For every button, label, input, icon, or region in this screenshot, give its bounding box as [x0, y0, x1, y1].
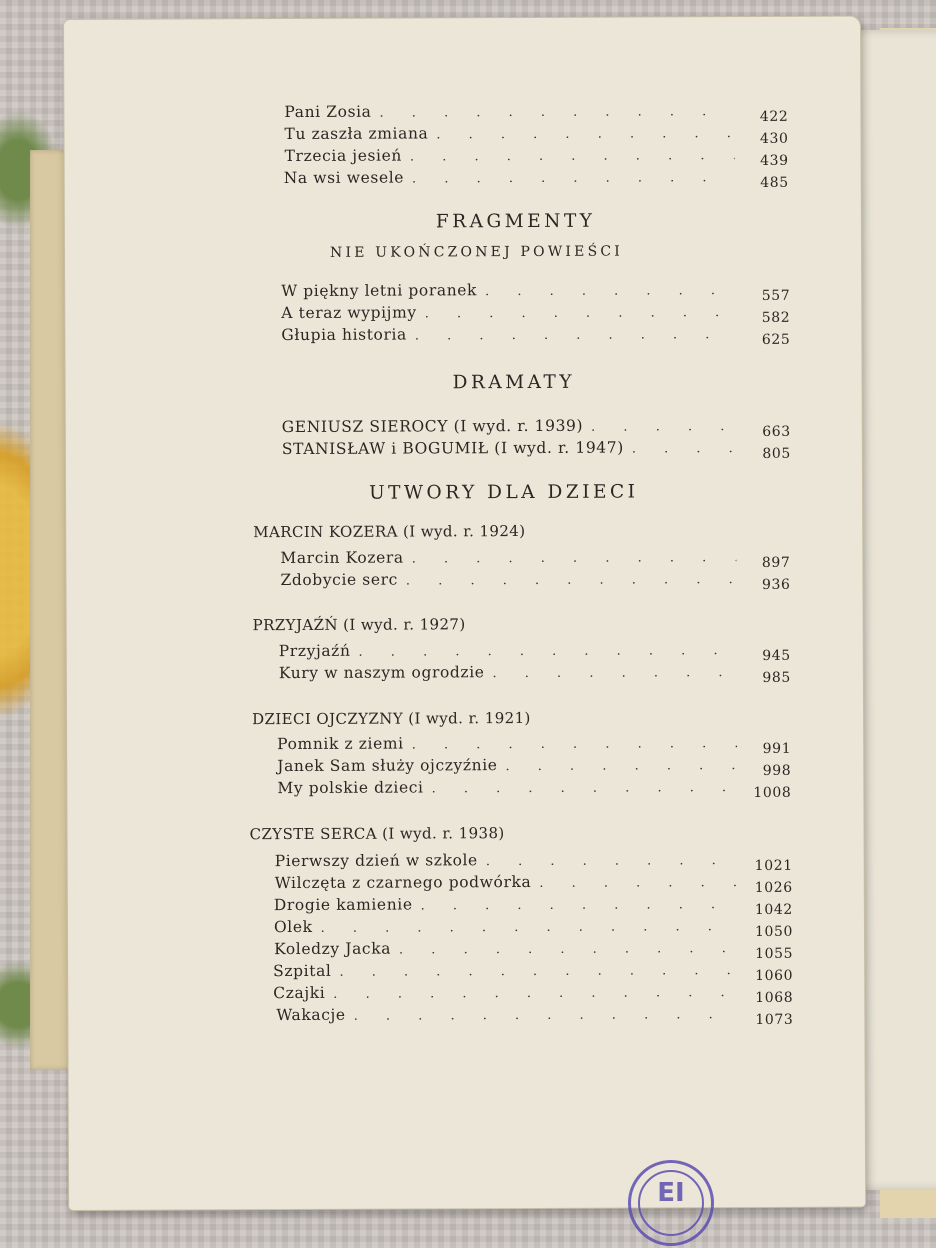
entry-page: 430: [759, 130, 789, 147]
toc-entry: [277, 777, 791, 801]
leader-dots: [486, 853, 739, 869]
toc-entry: [280, 547, 790, 571]
entry-title: Koledzy Jacka: [274, 939, 392, 959]
entry-title: Tu zaszła zmiana: [284, 124, 429, 144]
leader-dots: [412, 550, 737, 566]
entry-page: 1026: [754, 879, 793, 896]
leader-dots: [412, 736, 738, 752]
leader-dots: [410, 148, 735, 164]
stamp-ring: [638, 1170, 704, 1236]
entry-title: Wilczęta z czarnego podwórka: [274, 872, 532, 893]
toc-entry: [275, 850, 793, 874]
leader-dots: [415, 327, 737, 343]
entry-title: My polskie dzieci: [277, 778, 424, 798]
entry-title: Czajki: [273, 983, 326, 1003]
toc-entry: [284, 101, 788, 125]
entry-title: Pani Zosia: [284, 102, 372, 122]
toc-entry: [273, 982, 793, 1006]
leader-dots: [492, 665, 736, 681]
toc-entry: [276, 1004, 793, 1028]
entry-title: GENIUSZ SIEROCY (I wyd. r. 1939): [281, 416, 584, 437]
entry-title: Pierwszy dzień w szkole: [274, 851, 478, 871]
entry-page: 1008: [753, 784, 792, 801]
entry-page: 805: [762, 445, 791, 462]
toc-entry: [285, 145, 789, 169]
entry-page: 985: [762, 669, 791, 686]
stamp-text: EI: [657, 1178, 685, 1208]
toc-entry: [273, 960, 793, 984]
entry-title: Zdobycie serc: [280, 570, 398, 590]
entry-page: 439: [760, 152, 789, 169]
leader-dots: [436, 126, 734, 142]
toc-entry: [277, 733, 791, 757]
table-of-contents: [64, 17, 865, 1210]
entry-title: Wakacje: [276, 1005, 346, 1025]
toc-entry: [282, 416, 791, 440]
leader-dots: [421, 897, 739, 913]
library-stamp: [628, 1160, 714, 1246]
entry-title: Na wsi wesele: [283, 168, 405, 188]
toc-entry: [279, 640, 791, 664]
entry-page: 1021: [754, 857, 793, 874]
book-page: [64, 17, 865, 1210]
entry-page: 1050: [754, 923, 794, 940]
leader-dots: [399, 941, 739, 957]
group-title: CZYSTE SERCA (I wyd. r. 1938): [249, 824, 505, 844]
group-title: DZIECI OJCZYZNY (I wyd. r. 1921): [252, 708, 531, 729]
entry-title: Przyjaźń: [278, 641, 351, 661]
leader-dots: [425, 305, 737, 321]
entry-page: 1060: [755, 967, 794, 984]
leader-dots: [321, 919, 739, 936]
leader-dots: [412, 170, 735, 186]
entry-page: 485: [760, 174, 789, 191]
entry-page: 625: [761, 331, 791, 348]
entry-page: 991: [762, 740, 792, 757]
group-title: PRZYJAŹŃ (I wyd. r. 1927): [252, 615, 466, 635]
toc-entry: [284, 167, 789, 191]
leader-dots: [333, 985, 739, 1002]
entry-title: Olek: [273, 917, 313, 937]
section-heading-utwory: UTWORY DLA DZIECI: [369, 481, 639, 504]
toc-entry: [280, 569, 790, 593]
leader-dots: [632, 441, 737, 456]
entry-page: 897: [761, 554, 791, 571]
entry-page: 422: [759, 108, 789, 125]
section-subheading: NIE UKOŃCZONEJ POWIEŚCI: [329, 243, 624, 261]
toc-entry: [284, 123, 788, 147]
entry-title: STANISŁAW i BOGUMIŁ (I wyd. r. 1947): [281, 438, 624, 459]
leader-dots: [379, 104, 734, 121]
entry-page: 1055: [755, 945, 794, 962]
toc-entry: [274, 938, 793, 962]
entry-page: 663: [762, 423, 791, 440]
toc-entry: [279, 662, 791, 686]
entry-page: 945: [762, 647, 791, 664]
toc-entry: [281, 280, 790, 304]
entry-title: Trzecia jesień: [284, 146, 402, 166]
entry-title: Marcin Kozera: [280, 548, 404, 568]
leader-dots: [354, 1007, 740, 1024]
toc-entry: [281, 324, 790, 348]
leader-dots: [406, 572, 737, 588]
entry-page: 1073: [755, 1011, 794, 1028]
toc-entry: [282, 438, 791, 462]
entry-title: Pomnik z ziemi: [277, 734, 404, 754]
toc-entry: [281, 302, 790, 326]
entry-page: 998: [762, 762, 792, 779]
section-heading-dramaty: DRAMATY: [452, 371, 576, 394]
entry-page: 1042: [754, 901, 793, 918]
entry-title: A teraz wypijmy: [281, 303, 417, 323]
toc-entry: [275, 872, 793, 896]
entry-page: 936: [761, 576, 791, 593]
entry-page: 557: [761, 287, 791, 304]
entry-title: Janek Sam służy ojczyźnie: [277, 756, 498, 776]
entry-title: Szpital: [273, 961, 332, 981]
toc-entry: [274, 894, 793, 918]
entry-title: W piękny letni poranek: [281, 281, 478, 301]
toc-entry: [274, 916, 793, 940]
leader-dots: [539, 875, 739, 891]
leader-dots: [485, 283, 736, 299]
entry-page: 1068: [755, 989, 794, 1006]
leader-dots: [339, 963, 739, 980]
leader-dots: [505, 758, 737, 774]
leader-dots: [591, 419, 737, 435]
entry-page: 582: [761, 309, 791, 326]
section-heading-fragmenty: FRAGMENTY: [435, 210, 596, 233]
leader-dots: [432, 780, 738, 796]
entry-title: Głupia historia: [281, 325, 407, 345]
group-title: MARCIN KOZERA (I wyd. r. 1924): [253, 521, 526, 542]
entry-title: Kury w naszym ogrodzie: [278, 663, 485, 683]
toc-entry: [277, 755, 791, 779]
leader-dots: [358, 643, 736, 660]
entry-title: Drogie kamienie: [273, 895, 413, 915]
